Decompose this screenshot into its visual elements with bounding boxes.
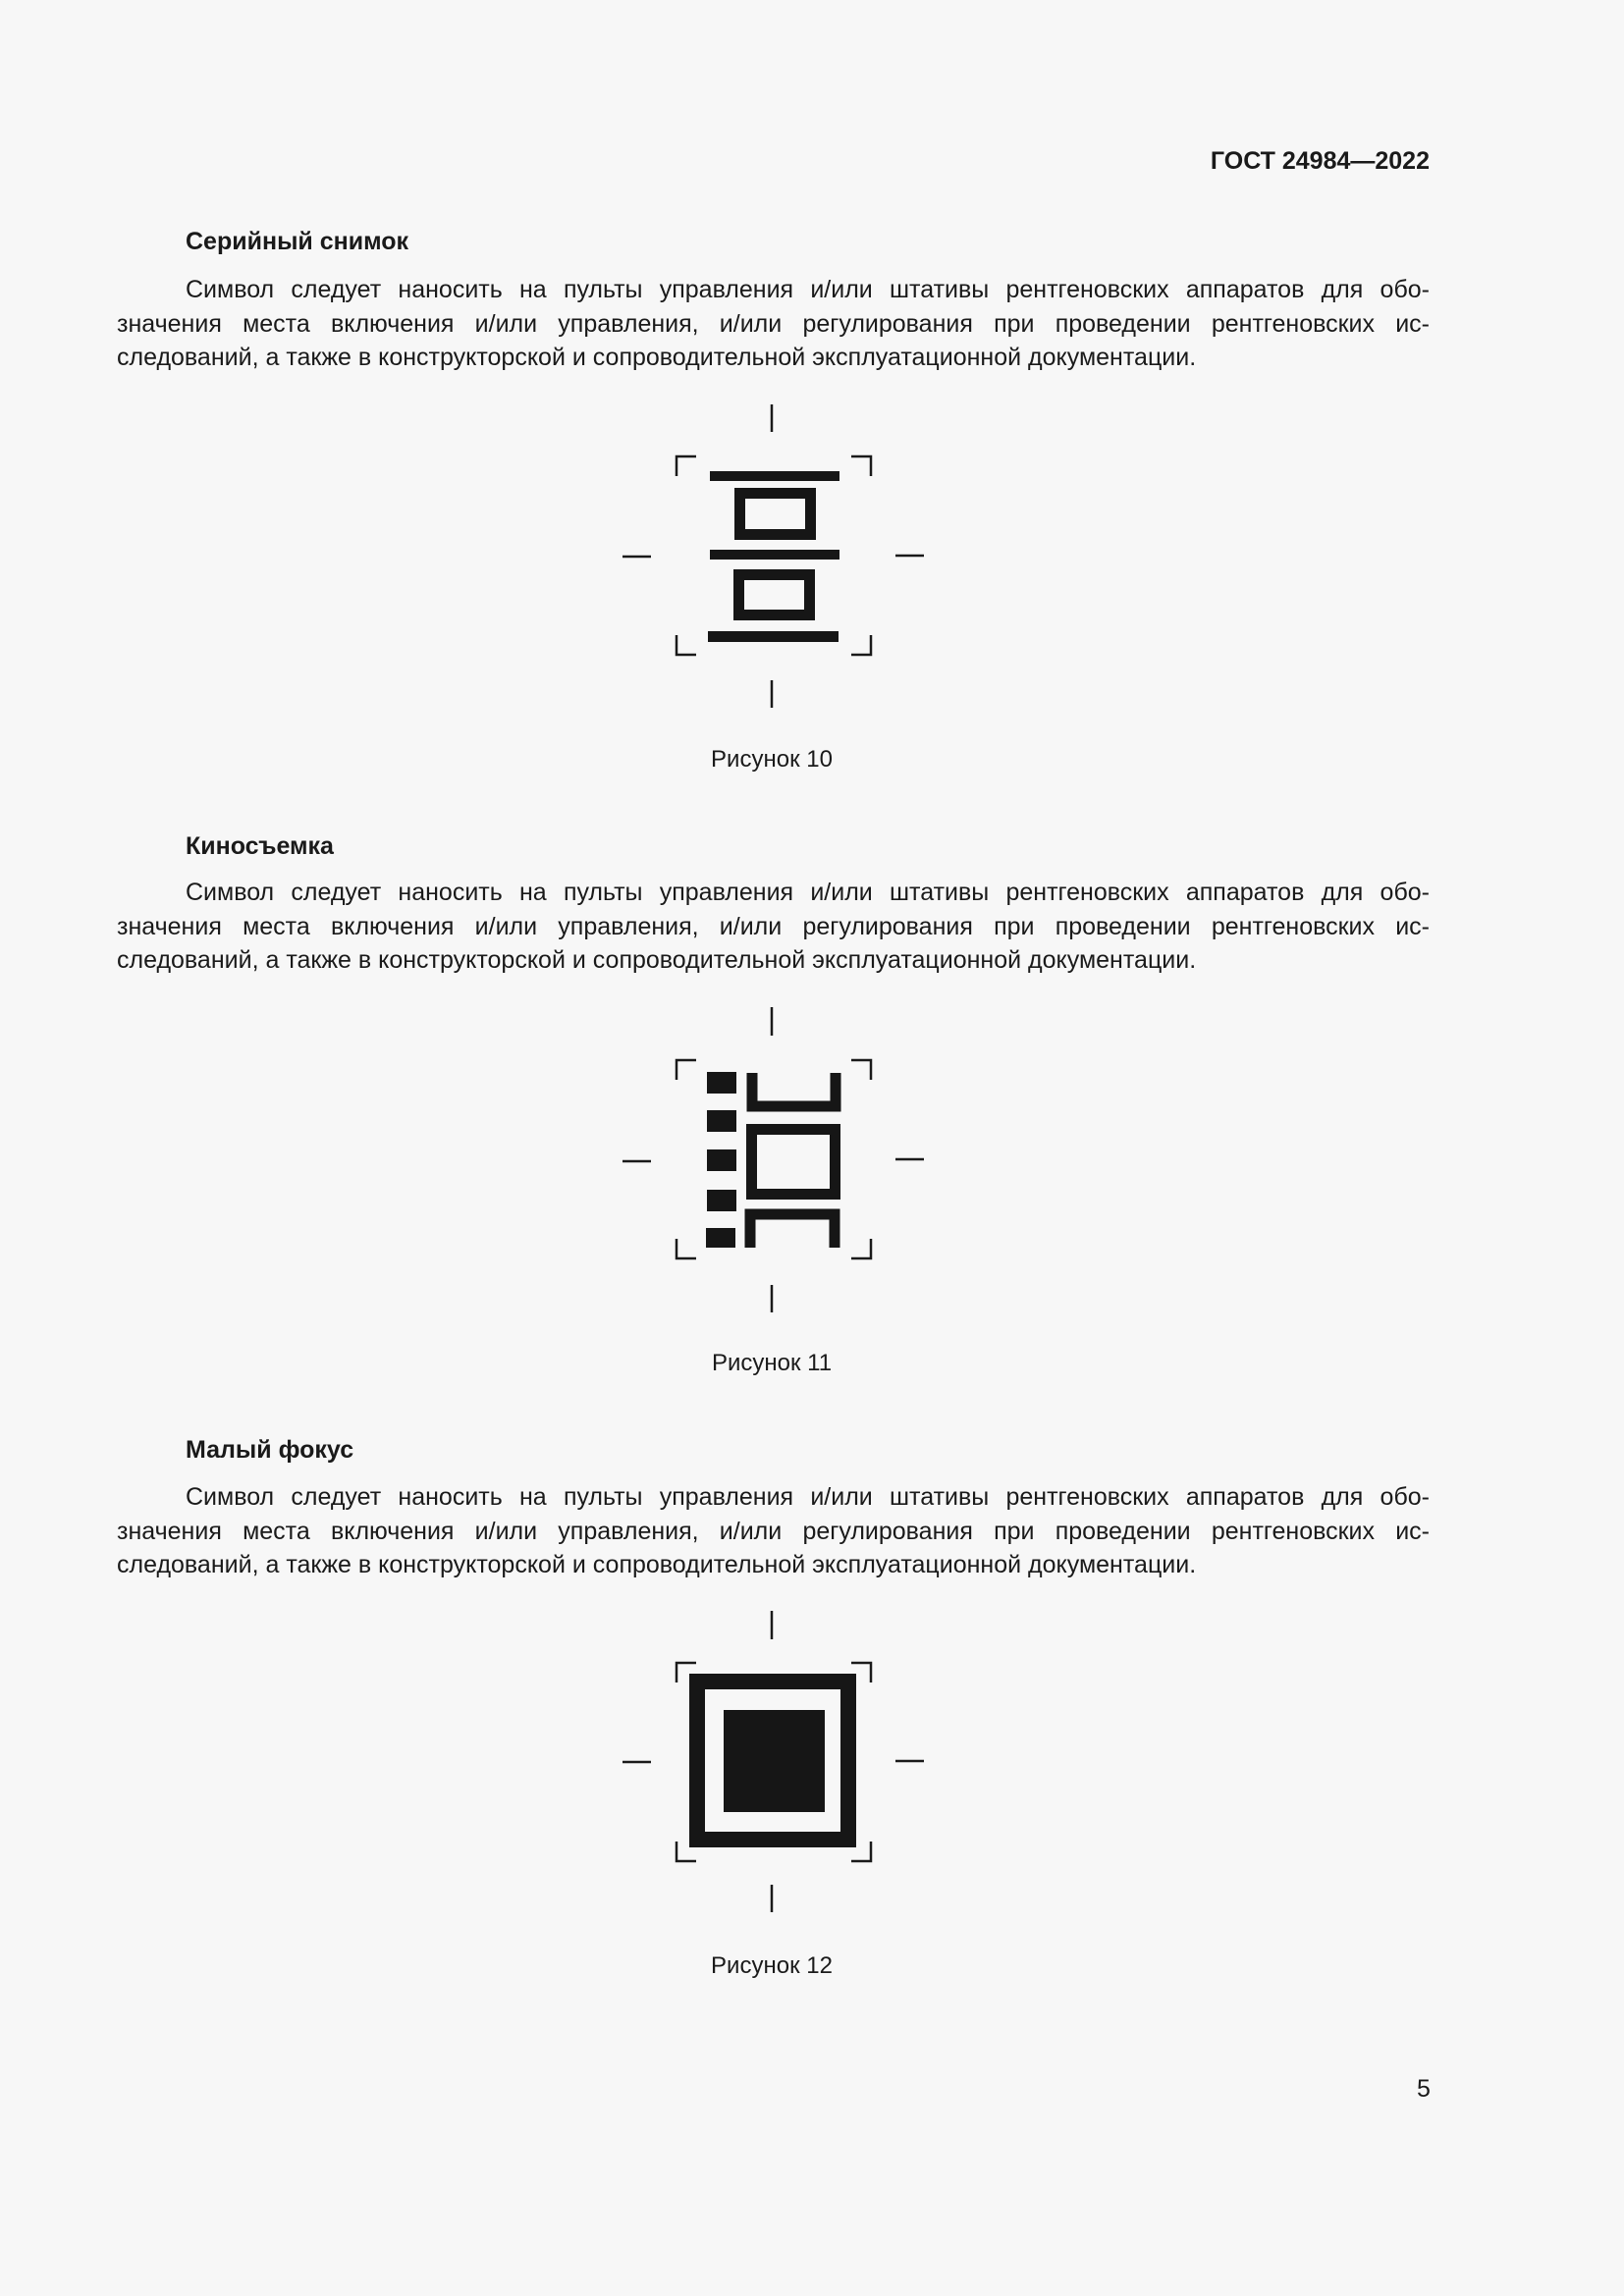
cinematography-symbol [609,1001,943,1325]
section-paragraph [117,273,1430,375]
section-heading: Малый фокус [186,1436,354,1464]
section-paragraph [117,1480,1430,1582]
paragraph-line: Символ следует наносить на пульты управления и/или штативы рентгеновских аппаратов для обо- [186,1483,1430,1511]
section-heading: Серийный снимок [186,228,409,255]
section-paragraph [117,876,1430,978]
serial-shot-symbol [609,393,943,717]
paragraph-line: следований, а также в конструкторской и сопроводительной эксплуатационной документации. [117,1551,1197,1578]
paragraph-line: следований, а также в конструкторской и сопроводительной эксплуатационной документации. [117,344,1197,371]
figure-caption: Рисунок 12 [711,1952,833,1979]
section-heading: Киносъемка [186,832,334,860]
paragraph-line: следований, а также в конструкторской и сопроводительной эксплуатационной документации. [117,946,1197,974]
figure-caption: Рисунок 10 [711,746,833,773]
paragraph-line: Символ следует наносить на пульты управления и/или штативы рентгеновских аппаратов для обо- [186,276,1430,303]
figure-caption: Рисунок 11 [711,1350,833,1376]
document-id: ГОСТ 24984—2022 [1210,147,1430,175]
paragraph-line: значения места включения и/или управления, и/или регулирования при проведении рентгеновских ис- [117,912,1430,940]
paragraph-line: значения места включения и/или управления, и/или регулирования при проведении рентгеновских ис- [117,1517,1430,1545]
paragraph-line: значения места включения и/или управления, и/или регулирования при проведении рентгеновских ис- [117,309,1430,338]
page-number: 5 [1417,2075,1431,2103]
small-focus-symbol [609,1600,943,1924]
paragraph-line: Символ следует наносить на пульты управления и/или штативы рентгеновских аппаратов для обо- [186,879,1430,906]
